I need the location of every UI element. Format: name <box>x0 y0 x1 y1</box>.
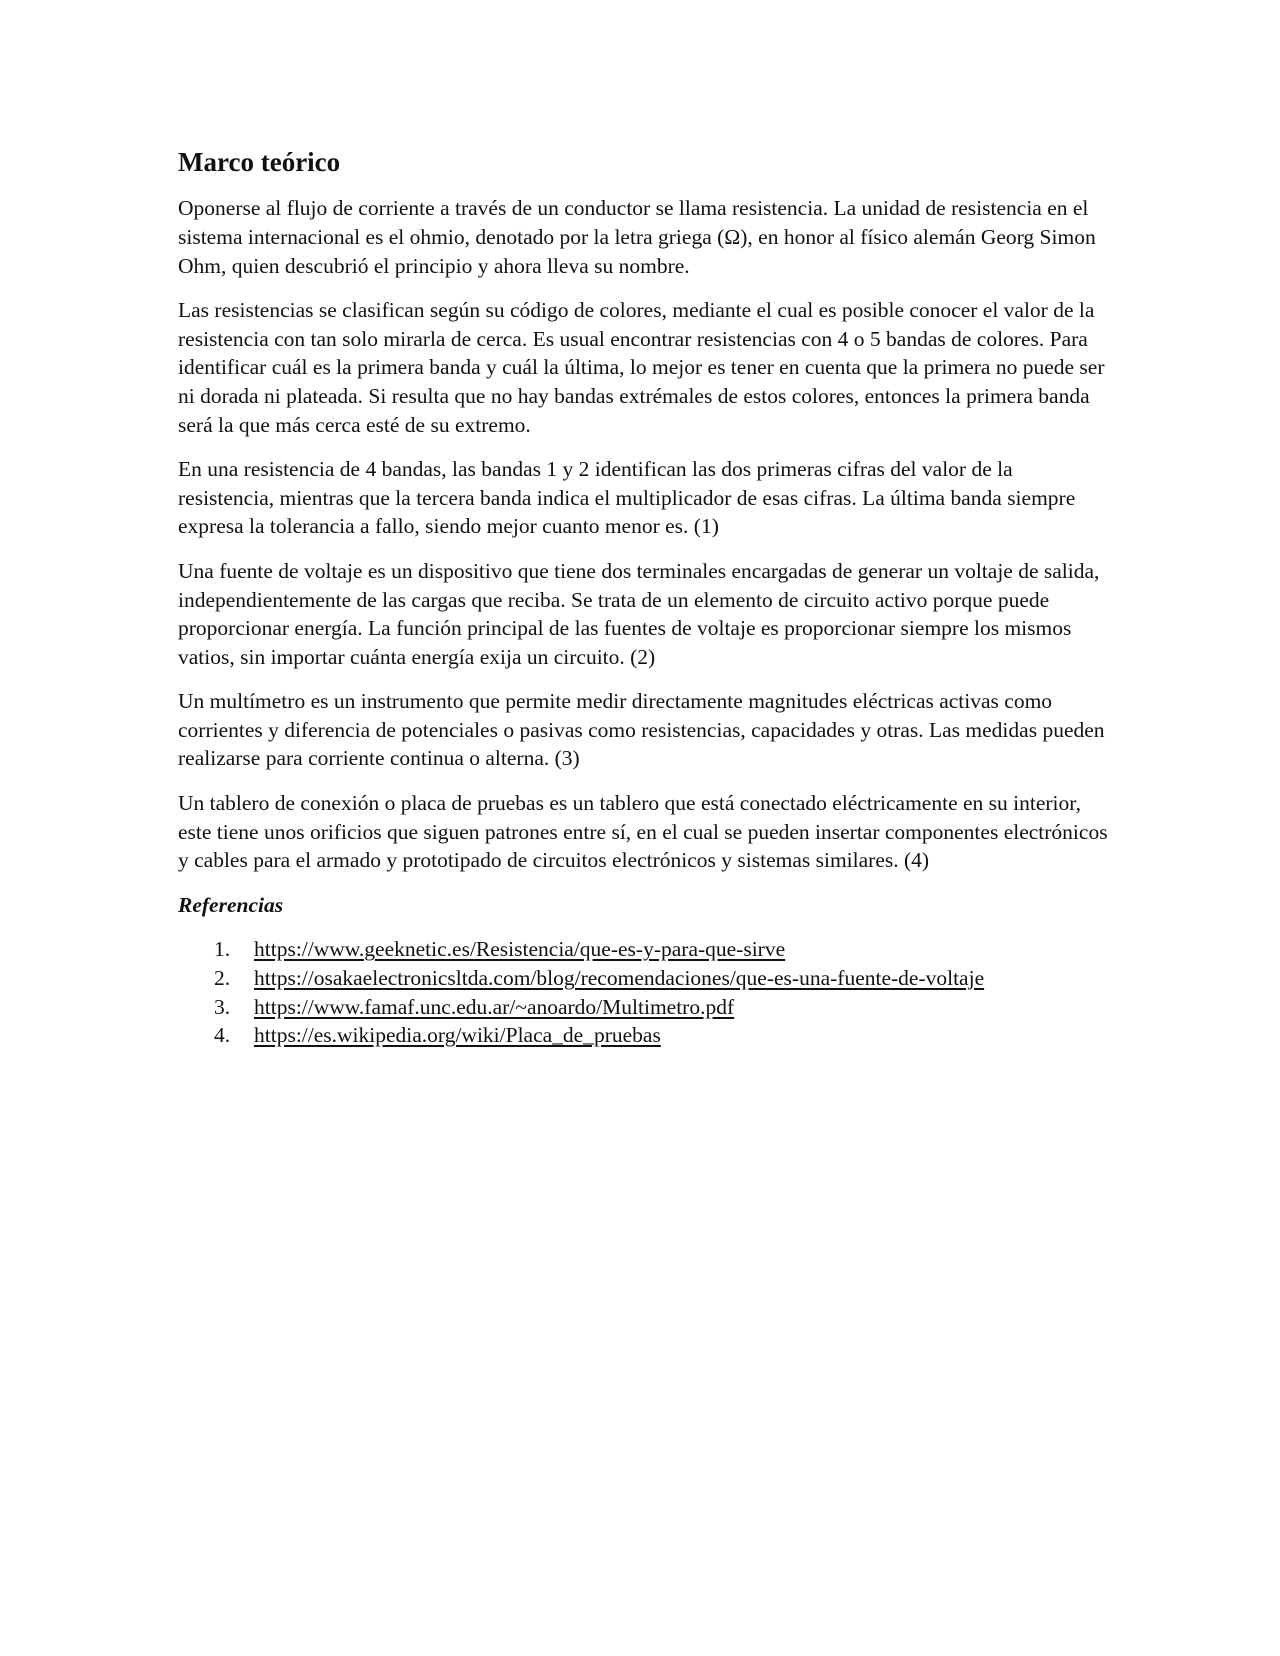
reference-link[interactable]: https://www.geeknetic.es/Resistencia/que-es-y-para-que-sirve <box>254 937 786 962</box>
references-title: Referencias <box>178 892 284 917</box>
document-page <box>178 146 1108 1050</box>
reference-link[interactable]: https://www.famaf.unc.edu.ar/~anoardo/Multimetro.pdf <box>254 994 735 1019</box>
paragraph-bandas: En una resistencia de 4 bandas, las bandas 1 y 2 identifican las dos primeras cifras del valor de la resistencia, mientras que la tercera banda indica el multiplicador de esas cifras. La última banda siempre expresa la tolerancia a fallo, siendo mejor cuanto menor es. (1) <box>178 457 1076 539</box>
paragraph-codigo-colores: Las resistencias se clasifican según su código de colores, mediante el cual es posible conocer el valor de la resistencia con tan solo mirarla de cerca. Es usual encontrar resistencias con 4 o 5 bandas de colores. Para identificar cuál es la primera banda y cuál la última, lo mejor es tener en cuenta que la primera no puede ser ni dorada ni plateada. Si resulta que no hay bandas extrémales de estos colores, entonces la primera banda será la que más cerca esté de su extremo. <box>178 298 1105 437</box>
paragraph-fuente-voltaje: Una fuente de voltaje es un dispositivo que tiene dos terminales encargadas de generar un voltaje de salida, independientemente de las cargas que reciba. Se trata de un elemento de circuito activo porque puede proporcionar energía. La función principal de las fuentes de voltaje es proporcionar siempre los mismos vatios, sin importar cuánta energía exija un circuito. (2) <box>178 558 1100 669</box>
reference-link[interactable]: https://osakaelectronicsltda.com/blog/recomendaciones/que-es-una-fuente-de-voltaje <box>254 966 985 991</box>
reference-item <box>178 964 1108 993</box>
reference-number: 3. <box>214 994 231 1019</box>
paragraph-resistencia: Oponerse al flujo de corriente a través de un conductor se llama resistencia. La unidad de resistencia en el sistema internacional es el ohmio, denotado por la letra griega (Ω), en honor al físico alemán Georg Simon Ohm, quien descubrió el principio y ahora lleva su nombre. <box>178 196 1096 278</box>
paragraph-multimetro: Un multímetro es un instrumento que permite medir directamente magnitudes eléctricas activas como corrientes y diferencia de potenciales o pasivas como resistencias, capacidades y otras. Las medidas pueden realizarse para corriente continua o alterna. (3) <box>178 689 1105 771</box>
reference-item <box>178 1021 1108 1050</box>
reference-number: 1. <box>214 937 231 962</box>
references-list <box>178 935 1108 1049</box>
reference-item <box>178 993 1108 1022</box>
reference-link[interactable]: https://es.wikipedia.org/wiki/Placa_de_pruebas <box>254 1023 661 1048</box>
reference-number: 2. <box>214 966 231 991</box>
reference-number: 4. <box>214 1023 231 1048</box>
paragraph-tablero: Un tablero de conexión o placa de pruebas es un tablero que está conectado eléctricamente en su interior, este tiene unos orificios que siguen patrones entre sí, en el cual se pueden insertar componentes electrónicos y cables para el armado y prototipado de circuitos electrónicos y sistemas similares. (4) <box>178 791 1108 873</box>
reference-item <box>178 935 1108 964</box>
page-title: Marco teórico <box>178 147 341 177</box>
